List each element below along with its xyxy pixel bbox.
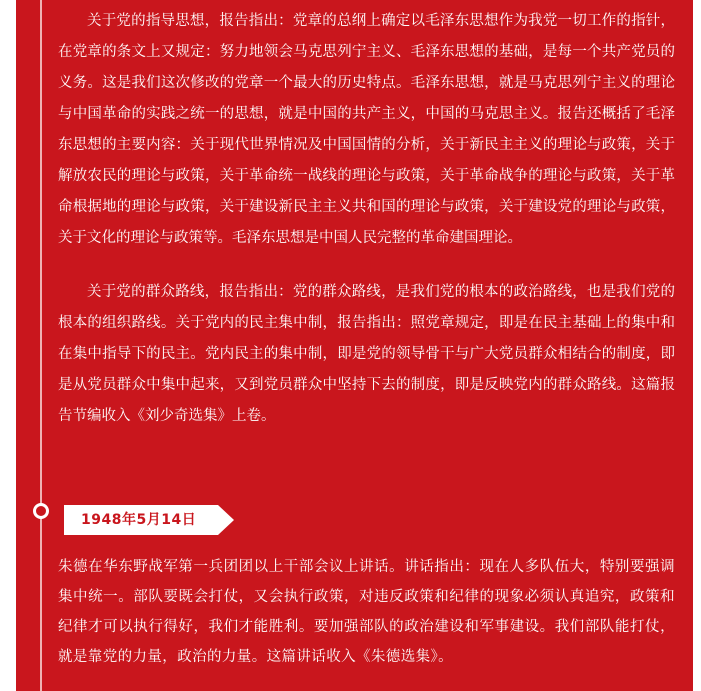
timeline-line xyxy=(40,0,42,691)
timeline-dot xyxy=(33,503,49,519)
date-tag xyxy=(64,505,234,535)
paragraph-guiding-thought: 关于党的指导思想，报告指出：党章的总纲上确定以毛泽东思想作为我党一切工作的指针，在党章的条文上又规定：努力地领会马克思列宁主义、毛泽东思想的基础，是每一个共产党员的义务。这是我们这次修改的党章一个最大的历史特点。毛泽东思想，就是马克思列宁主义的理论与中国革命的实践之统一的思想，就是中国的共产主义，中国的马克思主义。报告还概括了毛泽东思想的主要内容：关于现代世界情况及中国国情的分析，关于新民主主义的理论与政策，关于解放农民的理论与政策，关于革命统一战线的理论与政策，关于革命战争的理论与政策，关于革命根据地的理论与政策，关于建设新民主主义共和国的理论与政策，关于建设党的理论与政策，关于文化的理论与政策等。毛泽东思想是中国人民完整的革命建国理论。 xyxy=(58,13,675,246)
date-label: 1948年5月14日 xyxy=(81,512,197,528)
paragraph-mass-line: 关于党的群众路线，报告指出：党的群众路线，是我们党的根本的政治路线，也是我们党的根本的组织路线。关于党内的民主集中制，报告指出：照党章规定，即是在民主基础上的集中和在集中指导下的民主。党内民主的集中制，即是党的领导骨干与广大党员群众相结合的制度，即是从党员群众中集中起来，又到党员群众中坚持下去的制度，即是反映党内的群众路线。这篇报告节编收入《刘少奇选集》上卷。 xyxy=(58,284,675,424)
timeline-entry-text: 朱德在华东野战军第一兵团团以上干部会议上讲话。讲话指出：现在人多队伍大，特别要强调集中统一。部队要既会打仗，又会执行政策，对违反政策和纪律的现象必须认真追究，政策和纪律才可以执行得好，我们才能胜利。要加强部队的政治建设和军事建设。我们部队能打仗，就是靠党的力量，政治的力量。这篇讲话收入《朱德选集》。 xyxy=(58,559,675,665)
